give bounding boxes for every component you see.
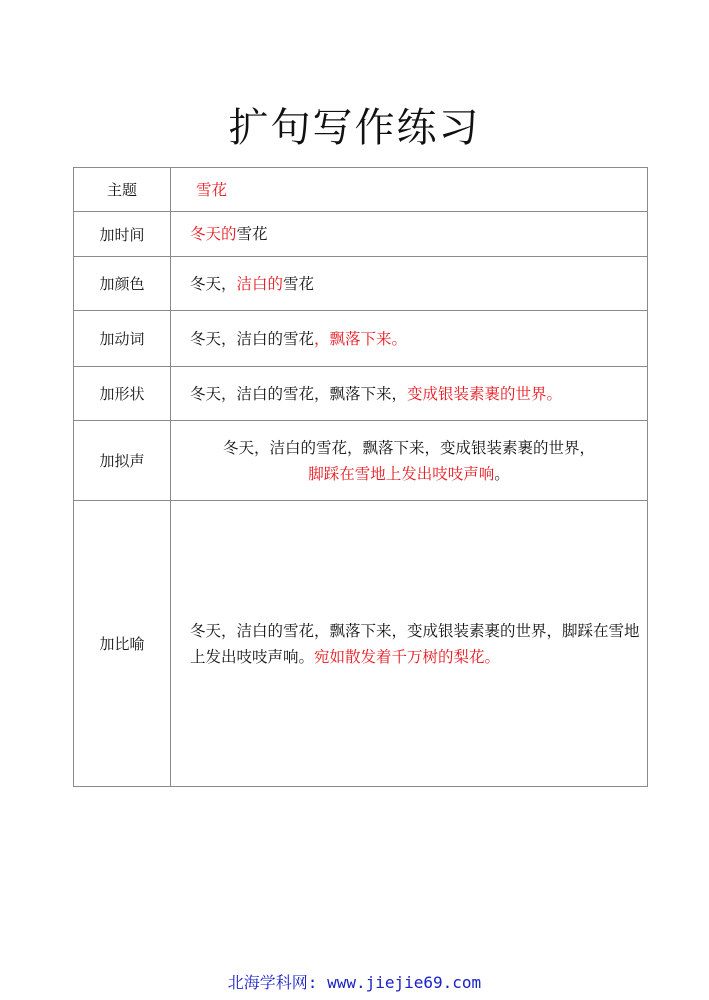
page-title: 扩句写作练习 xyxy=(228,105,481,151)
footer-website: 北海学科网: www.jiejie69.com xyxy=(227,973,482,992)
text-segment: 冬天的 xyxy=(190,225,237,243)
row-content xyxy=(171,367,648,421)
text-segment: 雪花 xyxy=(236,225,268,243)
table-row xyxy=(74,367,648,421)
text-segment: 变成银装素裹的世界。 xyxy=(407,384,563,403)
exercise-table xyxy=(73,167,648,787)
row-label: 加比喻 xyxy=(74,501,171,787)
row-content xyxy=(171,311,648,367)
row-content xyxy=(171,212,648,257)
row-label: 加形状 xyxy=(74,367,171,421)
text-segment: 宛如散发着千万树的梨花。 xyxy=(314,647,501,666)
table-row xyxy=(74,501,648,787)
row-label: 加拟声 xyxy=(74,421,171,501)
text-segment: 冬天， xyxy=(190,274,237,293)
table-row xyxy=(74,212,648,257)
row-label: 主题 xyxy=(74,168,171,212)
text-segment: 雪花 xyxy=(283,274,315,293)
text-segment: 冬天，洁白的雪花，飘落下来，变成银装素裹的世界，脚踩在雪地上发出吱吱声响。 xyxy=(190,621,640,666)
table-row xyxy=(74,421,648,501)
row-content xyxy=(171,168,648,212)
text-segment: 冬天，洁白的雪花，飘落下来，变成银装素裹的世界， xyxy=(222,438,595,457)
text-segment: 冬天，洁白的雪花 xyxy=(190,329,315,348)
table-row xyxy=(74,168,648,212)
table-row xyxy=(74,311,648,367)
row-content xyxy=(171,501,648,787)
text-segment: 。 xyxy=(494,464,510,483)
text-segment: 雪花 xyxy=(196,180,228,199)
text-segment: 洁白的 xyxy=(236,274,284,293)
row-label: 加动词 xyxy=(74,311,171,367)
text-segment: 冬天，洁白的雪花，飘落下来， xyxy=(190,384,408,403)
table-row xyxy=(74,257,648,311)
row-content xyxy=(171,421,648,501)
row-content xyxy=(171,257,648,311)
text-segment: 脚踩在雪地上发出吱吱声响 xyxy=(308,464,495,483)
row-label: 加时间 xyxy=(74,212,171,257)
row-label: 加颜色 xyxy=(74,257,171,311)
text-segment: ，飘落下来。 xyxy=(314,329,408,348)
